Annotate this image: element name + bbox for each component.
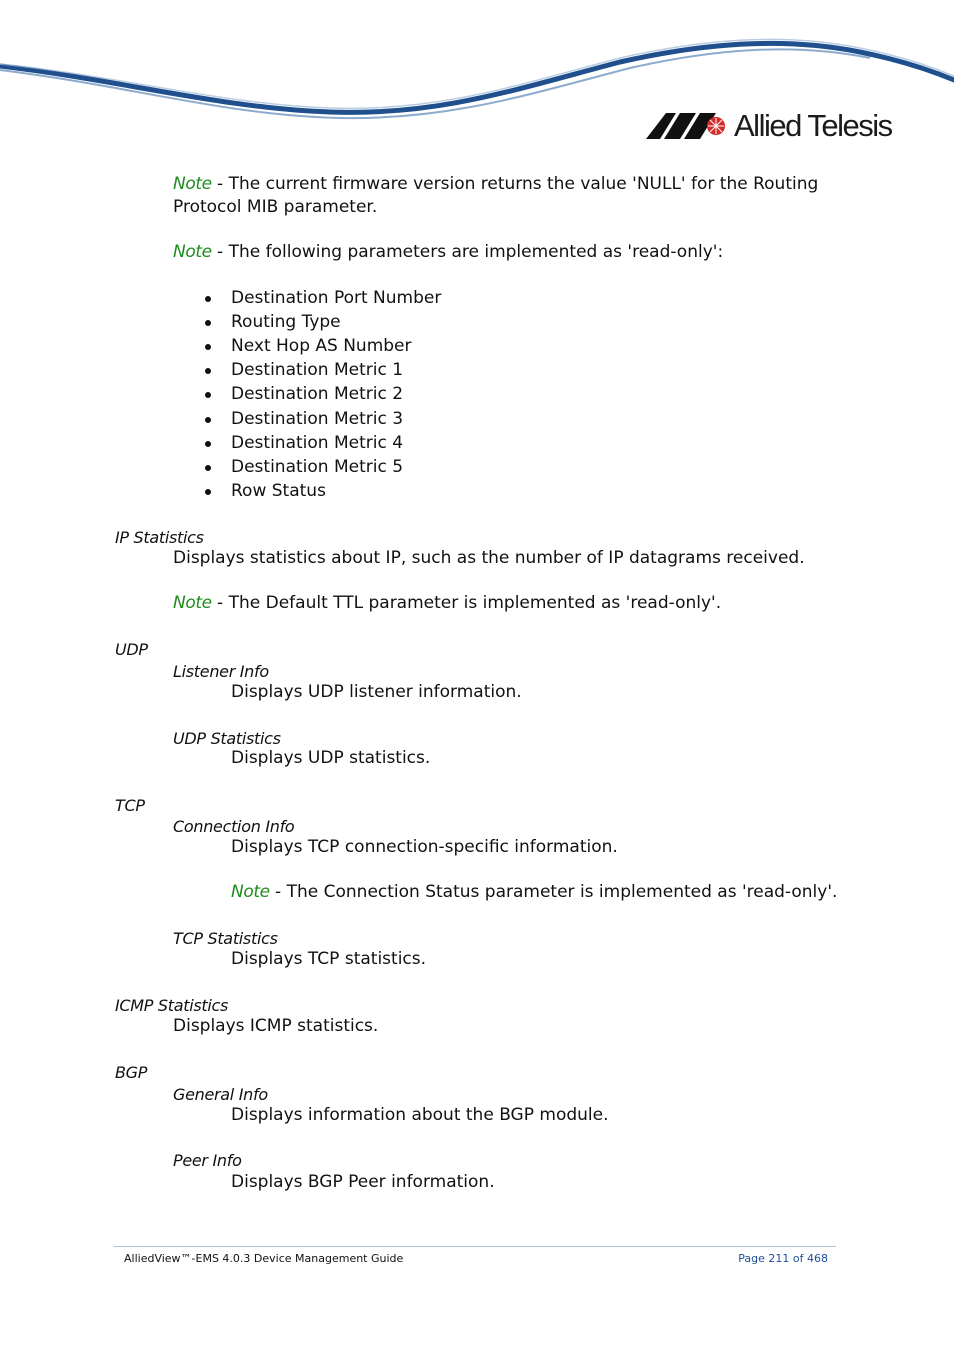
connection-info-desc: Displays TCP connection-specific information. xyxy=(231,837,618,857)
allied-telesis-logo xyxy=(646,108,892,144)
ip-statistics-desc: Displays statistics about IP, such as the number of IP datagrams received. xyxy=(173,548,805,568)
note-label: Note xyxy=(231,882,270,902)
footer-divider xyxy=(114,1246,836,1247)
note-firmware: Note - The current firmware version returns the value 'NULL' for the Routing xyxy=(173,174,819,194)
note-readonly-intro: Note - The following parameters are implemented as 'read-only': xyxy=(173,242,724,262)
listener-info-desc: Displays UDP listener information. xyxy=(231,682,522,702)
list-item: Destination Metric 4 xyxy=(231,433,404,453)
subheading-connection-info: Connection Info xyxy=(173,817,295,836)
note-firmware-cont: Protocol MIB parameter. xyxy=(173,197,378,217)
note-label: Note xyxy=(173,593,212,613)
section-heading-bgp: BGP xyxy=(115,1063,148,1082)
section-heading-ip-statistics: IP Statistics xyxy=(115,528,204,547)
peer-info-desc: Displays BGP Peer information. xyxy=(231,1172,495,1192)
allied-telesis-mark-icon xyxy=(646,113,728,139)
udp-statistics-desc: Displays UDP statistics. xyxy=(231,748,431,768)
section-heading-udp: UDP xyxy=(115,640,148,659)
section-heading-tcp: TCP xyxy=(115,796,145,815)
list-item: Destination Metric 2 xyxy=(231,384,404,404)
note-connection-status: Note - The Connection Status parameter is implemented as 'read-only'. xyxy=(231,882,838,902)
note-ttl: Note - The Default TTL parameter is implemented as 'read-only'. xyxy=(173,593,722,613)
icmp-statistics-desc: Displays ICMP statistics. xyxy=(173,1016,379,1036)
subheading-general-info: General Info xyxy=(173,1085,268,1104)
list-item: Destination Metric 3 xyxy=(231,409,404,429)
footer-doc-title: AlliedView™-EMS 4.0.3 Device Management Guide xyxy=(124,1252,404,1265)
note-label: Note xyxy=(173,242,212,262)
list-item: Destination Port Number xyxy=(231,288,442,308)
list-item: Destination Metric 5 xyxy=(231,457,404,477)
list-item: Next Hop AS Number xyxy=(231,336,412,356)
footer-page-number: Page 211 of 468 xyxy=(738,1252,828,1265)
tcp-statistics-desc: Displays TCP statistics. xyxy=(231,949,427,969)
general-info-desc: Displays information about the BGP module. xyxy=(231,1105,609,1125)
note-label: Note xyxy=(173,174,212,194)
list-item: Row Status xyxy=(231,481,326,501)
subheading-tcp-statistics: TCP Statistics xyxy=(173,929,278,948)
brand-name: Allied Telesis xyxy=(734,108,892,143)
subheading-peer-info: Peer Info xyxy=(173,1151,242,1170)
section-heading-icmp-statistics: ICMP Statistics xyxy=(115,996,229,1015)
subheading-udp-statistics: UDP Statistics xyxy=(173,729,281,748)
list-item: Destination Metric 1 xyxy=(231,360,404,380)
list-item: Routing Type xyxy=(231,312,341,332)
subheading-listener-info: Listener Info xyxy=(173,662,269,681)
